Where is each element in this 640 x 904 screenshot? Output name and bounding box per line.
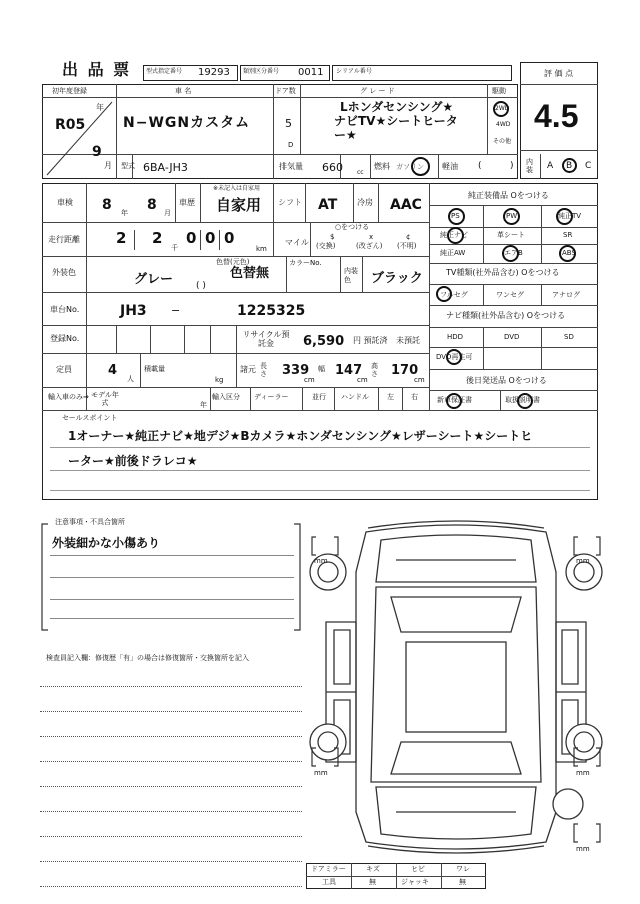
bracket-rear-right	[572, 746, 602, 770]
equip-ps: PS	[451, 212, 460, 220]
sales-line-1: 1オーナー★純正ナビ★地デジ★Bカメラ★ホンダセンシング★レザーシート★シートヒ	[68, 429, 533, 443]
color-no-label: カラーNo.	[289, 259, 322, 267]
capacity-label: 定員	[56, 365, 72, 374]
meter-circle-note: ○をつける	[335, 223, 370, 231]
recycle-unpaid: 未預託	[396, 336, 420, 345]
post-warranty-circle	[446, 393, 462, 409]
color-change-label: 色替(元色)	[216, 258, 250, 266]
mm-rear-left: mm	[314, 769, 328, 777]
score-value: 4.5	[534, 98, 579, 134]
equip-ps-circle	[448, 208, 465, 225]
mileage-label: 走行距離	[48, 235, 80, 244]
meter-opt-unknown-mark: ¢	[406, 233, 411, 241]
meter-opt-tamper: (改ざん)	[356, 242, 383, 250]
legend-mirror: ドアミラー	[311, 865, 346, 873]
equip-leather: 革シート	[497, 231, 525, 239]
shaken-label: 車検	[57, 198, 73, 207]
chassis-label: 車台No.	[50, 305, 80, 314]
navi-title: ナビ種類(社外品含む) Oをつける	[446, 311, 566, 320]
color-change-value: 色替無	[230, 266, 270, 281]
equip-tv-circle	[556, 208, 573, 225]
post-manual-circle	[517, 393, 533, 409]
equip-pw-circle	[503, 208, 520, 225]
mileage-digit-3: 0	[186, 229, 197, 247]
shift-label: シフト	[278, 198, 302, 207]
tv-fullseg: フルセグ	[440, 291, 468, 299]
grade-label: グ レ ー ド	[360, 87, 395, 95]
interior-a: A	[547, 161, 554, 171]
handle-right: 右	[411, 393, 418, 401]
import-label: 輸入車のみ⇒	[48, 393, 89, 401]
width-unit: cm	[357, 376, 368, 384]
tv-analog: アナログ	[552, 291, 580, 299]
mm-spare: mm	[576, 845, 590, 853]
fuel-gasoline: ガソリン	[396, 163, 424, 171]
first-reg-label: 初年度登録	[52, 87, 87, 95]
doors-label: ドア数	[275, 87, 296, 95]
notes-label: 注意事項・不具合箇所	[55, 518, 125, 526]
car-name-label: 車 名	[175, 87, 192, 95]
bracket-rear-left	[310, 746, 340, 770]
dvd-playback-circle	[446, 349, 462, 365]
doors-suffix: D	[288, 141, 294, 149]
drive-other: その他	[493, 138, 512, 145]
mm-front-right: mm	[576, 557, 590, 565]
import-class-label: 輸入区分	[212, 393, 240, 401]
kg-unit: kg	[215, 376, 224, 384]
equip-title: 純正装備品 Oをつける	[468, 191, 549, 200]
post-warranty: 新車保証書	[437, 396, 472, 404]
drive-4wd: 4WD	[496, 121, 511, 128]
capacity-unit: 人	[127, 375, 134, 383]
reg-no-label: 登録No.	[50, 334, 80, 343]
dims-label: 諸元	[240, 365, 256, 374]
interior-b: B	[566, 161, 573, 171]
tv-oneseg: ワンセグ	[496, 291, 524, 299]
navi-dvd: DVD	[504, 333, 520, 341]
recycle-unit: 円 預託済	[353, 336, 388, 345]
equip-sr: SR	[563, 231, 573, 239]
load-label: 積載量	[144, 365, 165, 373]
ext-color-value: グレー	[134, 272, 174, 287]
fuel-paren-open: (	[478, 161, 482, 171]
drive-2wd: 2WD	[495, 105, 510, 112]
legend-tools: 工具	[322, 878, 336, 886]
mile-label: マイル	[285, 238, 309, 247]
shift-value: AT	[318, 197, 338, 213]
katashiki-number: 19293	[198, 67, 230, 78]
reg-month: 9	[92, 144, 102, 160]
fuel-label: 燃料	[374, 162, 390, 171]
length-value: 339	[282, 363, 310, 378]
equip-navi: 純正ナビ	[440, 231, 468, 239]
legend-jack-value: 無	[459, 878, 466, 886]
katashiki-label: 型式指定番号	[146, 68, 183, 75]
legend-crack: ヒビ	[411, 865, 425, 873]
recycle-label: リサイクル預託金	[242, 330, 290, 348]
grade-line-3: ー★	[334, 128, 357, 142]
history-label: 車歴	[179, 198, 195, 207]
score-label: 評 価 点	[544, 69, 574, 78]
interior-c: C	[585, 161, 592, 171]
displacement-label: 排気量	[279, 162, 303, 171]
post-manual: 取扱説明書	[505, 396, 540, 404]
chassis-prefix: JH3	[120, 303, 147, 319]
bracket-front-left	[310, 535, 340, 559]
import-dealer: ディーラー	[254, 393, 289, 401]
ruibetsu-number: 0011	[298, 67, 324, 78]
model-year-unit: 年	[200, 401, 207, 409]
ac-label: 冷房	[357, 198, 373, 207]
length-unit: cm	[304, 376, 315, 384]
model-year-label: モデル年式	[91, 391, 119, 407]
shaken-month-unit: 月	[164, 209, 171, 217]
inspector-label: 検査員記入欄：修復歴「有」の場合は修復箇所・交換箇所を記入	[46, 654, 249, 662]
equip-airbag: エアB	[504, 249, 523, 257]
fuel-paren-close: )	[510, 161, 514, 171]
mileage-thousand: 千	[171, 244, 178, 252]
color-change-paren: ( )	[196, 281, 206, 291]
bracket-spare	[572, 822, 602, 846]
width-label: 幅	[318, 365, 325, 373]
mileage-digit-4: 0	[205, 229, 216, 247]
grade-line-2: ナビTV★シートヒータ	[334, 114, 458, 128]
car-name: N−WGNカスタム	[123, 115, 251, 131]
bracket-front-right	[572, 535, 602, 559]
mm-front-left: mm	[314, 557, 328, 565]
length-label: 長さ	[260, 362, 267, 378]
grade-line-1: Lホンダセンシング★	[340, 100, 454, 114]
legend-break: ワレ	[456, 865, 470, 873]
cc-unit: cc	[357, 169, 364, 176]
fuel-circle	[411, 157, 430, 176]
equip-tv: 純正TV	[558, 212, 582, 220]
meter-opt-exchange-mark: $	[330, 233, 335, 241]
meter-opt-tamper-mark: x	[369, 233, 374, 241]
equip-abs: ABS	[562, 249, 576, 257]
handle-label: ハンドル	[341, 393, 369, 401]
navi-sd: SD	[564, 333, 574, 341]
legend-jack: ジャッキ	[401, 878, 429, 886]
displacement-value: 660	[322, 161, 343, 174]
mileage-digit-5: 0	[224, 229, 235, 247]
serial-label: シリアル番号	[336, 68, 372, 75]
equip-navi-circle	[447, 227, 464, 244]
doors-value: 5	[285, 117, 292, 130]
light-oil-label: 軽油	[442, 162, 458, 171]
equip-airbag-circle	[502, 245, 519, 262]
tv-title: TV種類(社外品含む) Oをつける	[446, 268, 560, 277]
year-unit: 年	[96, 103, 104, 112]
month-unit: 月	[104, 161, 112, 170]
meter-opt-unknown: (不明)	[397, 242, 417, 250]
drive-2wd-circle	[493, 101, 509, 117]
mileage-digit-1: 2	[116, 229, 127, 247]
height-value: 170	[391, 363, 419, 378]
model-value: 6BA-JH3	[143, 161, 188, 174]
legend-tools-value: 無	[369, 878, 376, 886]
shaken-year-unit: 年	[121, 209, 128, 217]
history-value: 自家用	[216, 196, 262, 214]
interior-b-circle	[562, 158, 577, 173]
sales-line-2: ーター★前後ドラレコ★	[68, 454, 198, 468]
mileage-digit-2: 2	[152, 229, 163, 247]
sales-label: セールスポイント	[62, 414, 118, 422]
capacity-value: 4	[108, 363, 118, 378]
shaken-year: 8	[102, 197, 112, 213]
chassis-dash: −	[171, 304, 181, 317]
model-label: 型式	[121, 162, 135, 170]
chassis-number: 1225325	[237, 303, 306, 319]
interior-label: 内装	[526, 158, 533, 174]
int-color-value: ブラック	[371, 271, 423, 286]
equip-abs-circle	[559, 245, 576, 262]
post-title: 後日発送品 Oをつける	[466, 376, 547, 385]
mm-rear-right: mm	[576, 769, 590, 777]
dvd-playback: DVD再生可	[436, 353, 473, 361]
recycle-amount: 6,590	[303, 334, 345, 349]
shaken-month: 8	[147, 197, 157, 213]
notes-text: 外装細かな小傷あり	[52, 536, 161, 550]
equip-aw: 純正AW	[440, 249, 466, 257]
drive-label: 駆動	[492, 87, 506, 95]
height-unit: cm	[414, 376, 425, 384]
handle-left: 左	[387, 393, 394, 401]
tv-fullseg-circle	[436, 286, 452, 302]
int-color-label: 内装色	[344, 267, 358, 284]
km-unit: km	[256, 245, 267, 253]
meter-opt-exchange: (交換)	[316, 242, 336, 250]
navi-hdd: HDD	[447, 333, 464, 341]
import-parallel: 並行	[312, 393, 326, 401]
legend-scratch: キズ	[366, 865, 380, 873]
history-note: ※未記入は自家用	[213, 185, 261, 192]
sheet-title: 出 品 票	[62, 60, 132, 79]
height-label: 高さ	[371, 362, 378, 378]
ruibetsu-label: 類別区分番号	[243, 68, 280, 75]
ext-color-label: 外装色	[52, 268, 76, 277]
ac-value: AAC	[390, 197, 422, 213]
reg-era: R05	[55, 117, 86, 133]
width-value: 147	[335, 363, 363, 378]
car-body-diagram	[306, 512, 606, 862]
equip-pw: PW	[506, 212, 518, 220]
